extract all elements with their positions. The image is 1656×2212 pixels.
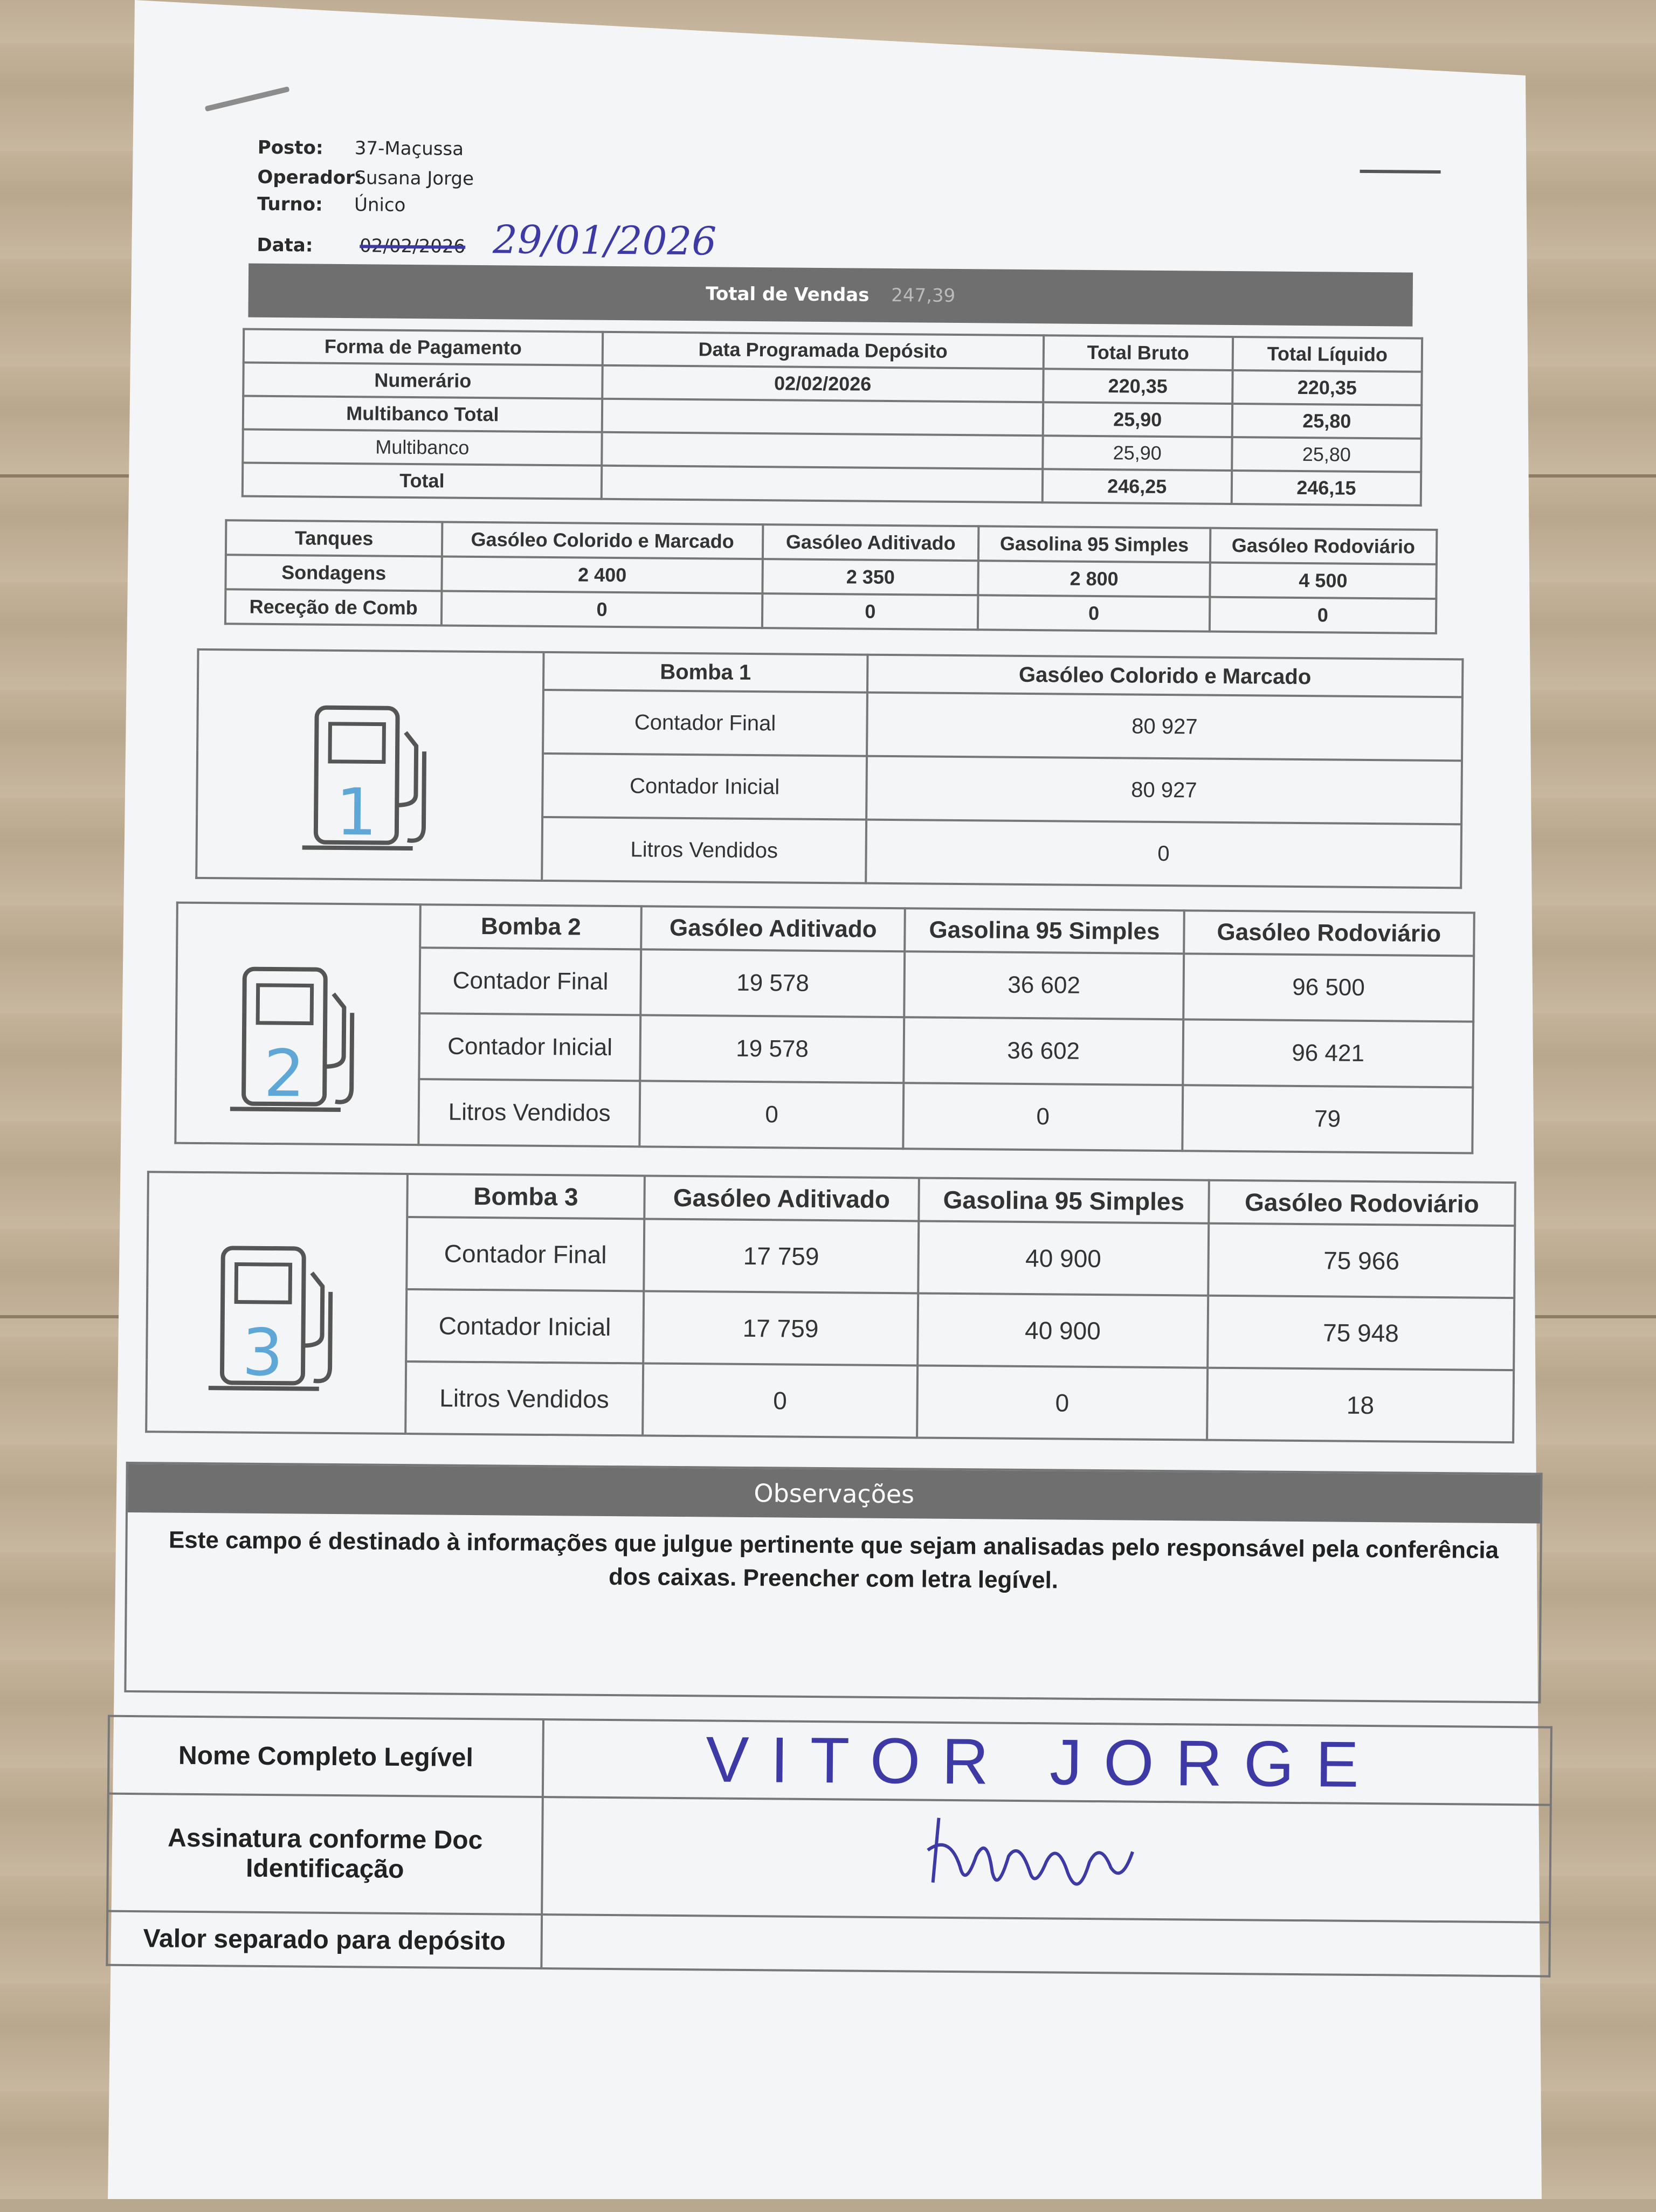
total-vendas-label: Total de Vendas: [706, 283, 870, 306]
data-handwritten-value: 29/01/2026: [492, 217, 717, 264]
table-cell: 25,90: [1043, 436, 1232, 471]
row-label: Contador Inicial: [406, 1289, 644, 1363]
table-cell: 0: [1209, 597, 1436, 633]
table-cell: 0: [978, 595, 1210, 631]
col-header: Gasolina 95 Simples: [919, 1178, 1209, 1223]
table-cell: 2 350: [762, 559, 978, 595]
col-header: Gasolina 95 Simples: [978, 526, 1210, 562]
row-label: Litros Vendidos: [542, 817, 866, 883]
operador-label: Operador:: [257, 166, 362, 189]
header-posto: [258, 137, 464, 160]
row-label: Receção de Comb: [225, 589, 441, 625]
table-cell: 0: [762, 593, 978, 630]
deposito-label: Valor separado para depósito: [107, 1911, 542, 1968]
signature-mark: [916, 1801, 1176, 1911]
table-cell: 0: [640, 1081, 904, 1149]
assinatura-table: [106, 1715, 1552, 1978]
turno-label: Turno:: [257, 193, 323, 216]
tanques-table: [224, 519, 1438, 634]
table-cell: 75 948: [1208, 1296, 1514, 1370]
bomba2-title: Bomba 2: [420, 904, 641, 949]
row-label: Sondagens: [225, 555, 441, 591]
table-cell: 36 602: [904, 951, 1184, 1019]
row-label: Contador Final: [419, 948, 641, 1015]
col-header: Gasóleo Colorido e Marcado: [867, 655, 1463, 697]
empty-cell: [198, 649, 544, 690]
table-cell: 19 578: [641, 949, 905, 1017]
table-cell: 75 966: [1208, 1223, 1515, 1298]
pagamentos-table: [242, 328, 1423, 507]
table-row: [107, 1794, 1551, 1923]
pump-number: 2: [263, 1036, 305, 1111]
signature-cell: [542, 1797, 1551, 1923]
col-header: Gasóleo Rodoviário: [1184, 910, 1474, 956]
total-vendas-value: 247,39: [891, 285, 956, 307]
header-operador: [257, 167, 474, 190]
col-header: Gasolina 95 Simples: [905, 908, 1184, 953]
pump-number: 1: [335, 775, 377, 851]
pump-number: 3: [242, 1315, 284, 1391]
col-header: Gasóleo Rodoviário: [1210, 528, 1437, 564]
staple: [205, 86, 290, 112]
empty-cell: [177, 903, 420, 948]
col-header: Gasóleo Aditivado: [641, 906, 905, 951]
bomba1-title: Bomba 1: [543, 652, 867, 693]
assinatura-label: Assinatura conforme Doc Identificação: [107, 1794, 543, 1914]
table-row: [147, 1215, 1515, 1298]
empty-cell: [148, 1172, 407, 1217]
bomba1-table: [195, 648, 1464, 889]
table-cell: [602, 432, 1043, 469]
header-turno: [257, 193, 406, 216]
table-cell: 0: [441, 591, 763, 628]
observacoes-title: Observações: [128, 1464, 1541, 1524]
col-header: Total Bruto: [1043, 335, 1233, 370]
turno-value: Único: [354, 194, 406, 216]
col-header: Gasóleo Aditivado: [644, 1176, 919, 1221]
col-header: Gasóleo Colorido e Marcado: [442, 522, 763, 559]
table-cell: 246,25: [1042, 469, 1232, 504]
table-cell: 80 927: [866, 756, 1462, 825]
pump-icon-cell: [175, 946, 420, 1145]
operador-value: Susana Jorge: [354, 167, 474, 190]
row-label: Contador Final: [406, 1217, 644, 1291]
bomba3-title: Bomba 3: [407, 1174, 645, 1219]
table-cell: 36 602: [903, 1017, 1183, 1085]
row-label: Contador Inicial: [419, 1013, 641, 1081]
fuel-pump-icon: [299, 702, 440, 859]
table-row: [176, 946, 1474, 1022]
table-row: [108, 1716, 1551, 1805]
nome-cell: [543, 1719, 1551, 1805]
table-cell: [602, 399, 1043, 436]
row-label: Total: [243, 463, 602, 499]
posto-label: Posto:: [257, 136, 323, 159]
row-label: Contador Inicial: [542, 754, 866, 820]
table-cell: 4 500: [1210, 563, 1437, 599]
table-row: [197, 687, 1462, 761]
row-label: Litros Vendidos: [405, 1361, 643, 1435]
row-label: Litros Vendidos: [419, 1079, 640, 1146]
total-vendas-bar: [248, 264, 1413, 327]
table-cell: 246,15: [1232, 471, 1422, 506]
pump-icon-cell: [146, 1215, 407, 1434]
row-label: Contador Final: [543, 690, 867, 756]
table-cell: 17 759: [644, 1219, 919, 1293]
deposito-cell: [541, 1914, 1550, 1976]
table-cell: 40 900: [918, 1221, 1209, 1295]
table-cell: 2 800: [978, 561, 1210, 597]
table-cell: 0: [866, 820, 1461, 888]
table-cell: 0: [917, 1365, 1208, 1440]
observacoes-text: Este campo é destinado à informações que julgue pertinente que sejam analisadas pelo responsável pela conferência dos caixas. Preencher com letra legível.: [168, 1526, 1499, 1594]
table-cell: 220,35: [1232, 370, 1422, 405]
table-cell: 220,35: [1043, 369, 1233, 404]
bomba2-table: [174, 902, 1475, 1155]
table-cell: 19 578: [640, 1015, 905, 1083]
fuel-pump-icon: [206, 1242, 347, 1400]
table-cell: [601, 466, 1042, 502]
bomba3-table: [145, 1171, 1516, 1443]
col-header: Data Programada Depósito: [602, 332, 1043, 369]
table-cell: 96 500: [1183, 953, 1474, 1021]
table-cell: 02/02/2026: [602, 365, 1043, 402]
table-cell: 2 400: [441, 556, 763, 593]
data-label: Data:: [257, 234, 313, 257]
nome-label: Nome Completo Legível: [108, 1716, 543, 1797]
row-label: Numerário: [243, 363, 602, 399]
dash-mark: [1360, 170, 1441, 174]
row-label: Multibanco Total: [243, 396, 602, 432]
table-cell: 17 759: [643, 1291, 918, 1365]
table-cell: 80 927: [867, 693, 1462, 761]
row-label: Multibanco: [243, 430, 602, 466]
table-cell: 40 900: [917, 1293, 1208, 1367]
table-row: [107, 1911, 1550, 1976]
pump-icon-cell: [196, 687, 543, 881]
table-cell: 18: [1207, 1368, 1514, 1442]
header-data: [257, 215, 716, 264]
data-printed-value: 02/02/2026: [360, 235, 466, 258]
table-cell: 25,80: [1232, 404, 1422, 439]
col-header: Tanques: [226, 520, 442, 556]
table-cell: 0: [903, 1083, 1183, 1151]
observacoes-box: [124, 1462, 1542, 1704]
table-cell: 0: [643, 1363, 917, 1437]
table-cell: 96 421: [1183, 1019, 1473, 1087]
nome-handwritten: VITOR JORGE: [705, 1723, 1381, 1801]
table-cell: 25,90: [1043, 402, 1232, 437]
col-header: Gasóleo Rodoviário: [1209, 1180, 1515, 1226]
col-header: Gasóleo Aditivado: [763, 524, 979, 561]
posto-value: 37-Maçussa: [354, 137, 464, 160]
table-cell: 79: [1182, 1085, 1473, 1153]
col-header: Total Líquido: [1233, 337, 1423, 372]
table-cell: 25,80: [1232, 437, 1422, 472]
col-header: Forma de Pagamento: [244, 329, 603, 365]
fuel-pump-icon: [227, 963, 368, 1121]
